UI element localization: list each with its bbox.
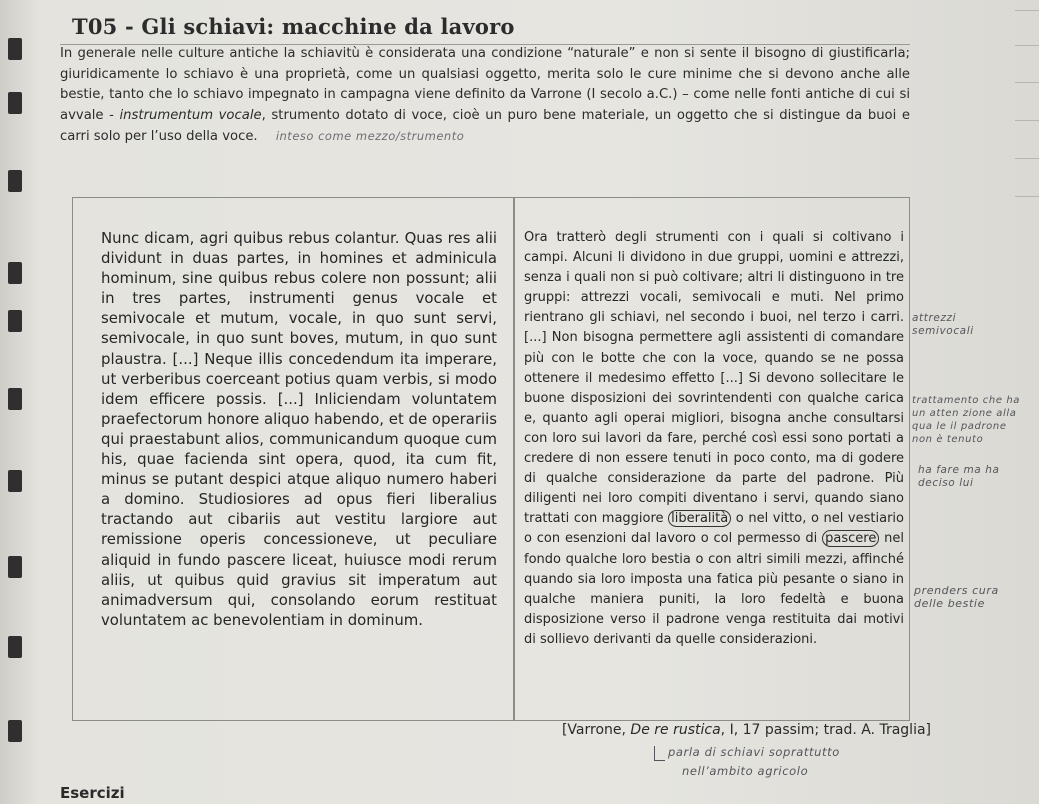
binding-mark — [8, 310, 22, 332]
margin-note: trattamento che ha un atten zione alla qua le il padrone non è tenuto — [912, 395, 1021, 445]
margin-rule — [1015, 45, 1039, 46]
binding-mark — [8, 92, 22, 114]
column-divider — [513, 197, 515, 721]
bottom-note: parla di schiavi soprattutto — [668, 745, 840, 759]
margin-note: prenders cura delle bestie — [914, 584, 999, 610]
margin-rule — [1015, 158, 1039, 159]
binding-mark — [8, 470, 22, 492]
intro-text: In generale nelle culture antiche la schiavitù è considerata una condizione “naturale” e non si sente il bisogno di giustificarla; giuridicamente lo schiavo è una proprietà, come un qualsiasi oggetto, merita solo le cure minime che si devono anche alle bestie, tanto che lo schiavo impegnato in campagna viene definito da Varrone (I secolo a.C.) – come nelle fonti antiche di cui si avvale - — [60, 46, 910, 123]
arrow-icon — [654, 746, 665, 761]
translation-text: Ora tratterò degli strumenti con i quali si coltivano i campi. Alcuni li dividono in due gruppi, uomini e attrezzi, senza i quali non si può coltivare; altri li distinguono in tre gruppi: attrezzi vocali, semivocali e muti. Nel primo rientrano gli schiavi, nel secondo i buoi, nel terzo i carri. [...] Non bisogna permettere agli assistenti di comandare più con le botte che con la voce, quando se ne possa ottenere il medesimo effetto [...] Si devono sollecitare le buone disposizioni dei sovrintendenti con qualche carica e, quanto agli operai migliori, bisogna anche consultarsi con loro sui lavori da fare, perché così essi sono portati a credere di non essere tenuti in poco conto, ma di godere di qualche considerazione da parte del padrone. Più diligenti nei loro compiti diventano i servi, quando siano trattati con maggiore — [524, 230, 904, 527]
intro-paragraph — [60, 44, 910, 148]
margin-note: attrezzi semivocali — [912, 312, 974, 337]
binding-mark — [8, 262, 22, 284]
margin-rule — [1015, 10, 1039, 11]
binding-mark — [8, 170, 22, 192]
intro-text-end: , strumento dotato di voce, cioè un puro bene materiale, un oggetto che si distingue da buoi e carri solo per l’uso della voce. — [60, 107, 910, 144]
bottom-note: nell’ambito agricolo — [682, 764, 809, 778]
section-heading: Esercizi — [60, 784, 125, 802]
latin-text: Nunc dicam, agri quibus rebus colantur. Quas res alii dividunt in duas partes, in homines et adminicula hominum, sine quibus rebus colere non possunt; alii in tres partes, instrumenti genus vocale et semivocale et mutum, vocale, in quo sunt servi, semivocale, in quo sunt boves, mutum, in quo sunt plaustra. [...] Neque illis concedendum ita imperare, ut verberibus coerceant potius quam verbis, si modo idem efficere possis. [...] Inliciendam voluntatem praefectorum honore aliquo habendo, et de operariis qui praestabunt alios, communicandum quoque cum his, quae facienda sint opera, quod, ita cum fit, minus se putant despici atque aliquo numero haberi a domino. Studiosiores ad opus fieri liberalius tractando aut cibariis aut vestitu largiore aut remissione operis concessioneve, ut peculiare aliquid in fundo pascere liceat, huiusce modi rerum aliis, ut quibus quid gravius sit imperatum aut animadversum qui, consolando eorum restituat voluntatem ac benevolentiam in dominum. — [101, 229, 497, 629]
page-title: T05 - Gli schiavi: macchine da lavoro — [72, 14, 515, 39]
translation-text: o nel vitto, o nel vestiario o con esenzioni dal lavoro o col permesso di — [524, 511, 904, 547]
latin-column — [101, 228, 497, 630]
margin-rule — [1015, 82, 1039, 83]
binding-mark — [8, 388, 22, 410]
intro-italic-term: instrumentum vocale — [119, 107, 262, 123]
margin-rule — [1015, 196, 1039, 197]
circled-word: liberalità — [668, 510, 731, 527]
binding-mark — [8, 720, 22, 742]
binding-mark — [8, 38, 22, 60]
source-citation: [Varrone, De re rustica, I, 17 passim; trad. A. Traglia] — [561, 722, 931, 738]
circled-word: pascere — [822, 530, 879, 547]
margin-note: ha fare ma ha deciso lui — [918, 464, 1000, 489]
binding-mark — [8, 556, 22, 578]
handwritten-note: inteso come mezzo/strumento — [275, 129, 465, 143]
margin-rule — [1015, 120, 1039, 121]
binding-mark — [8, 636, 22, 658]
italian-translation-column — [524, 228, 904, 650]
translation-text: nel fondo qualche loro bestia o con altri simili mezzi, affinché quando sia loro imposta una fatica più pesante o siano in qualche maniera puniti, la loro fedeltà e buona disposizione verso il padrone venga restituita dai motivi di sollievo derivanti da quelle considerazioni. — [524, 531, 905, 647]
